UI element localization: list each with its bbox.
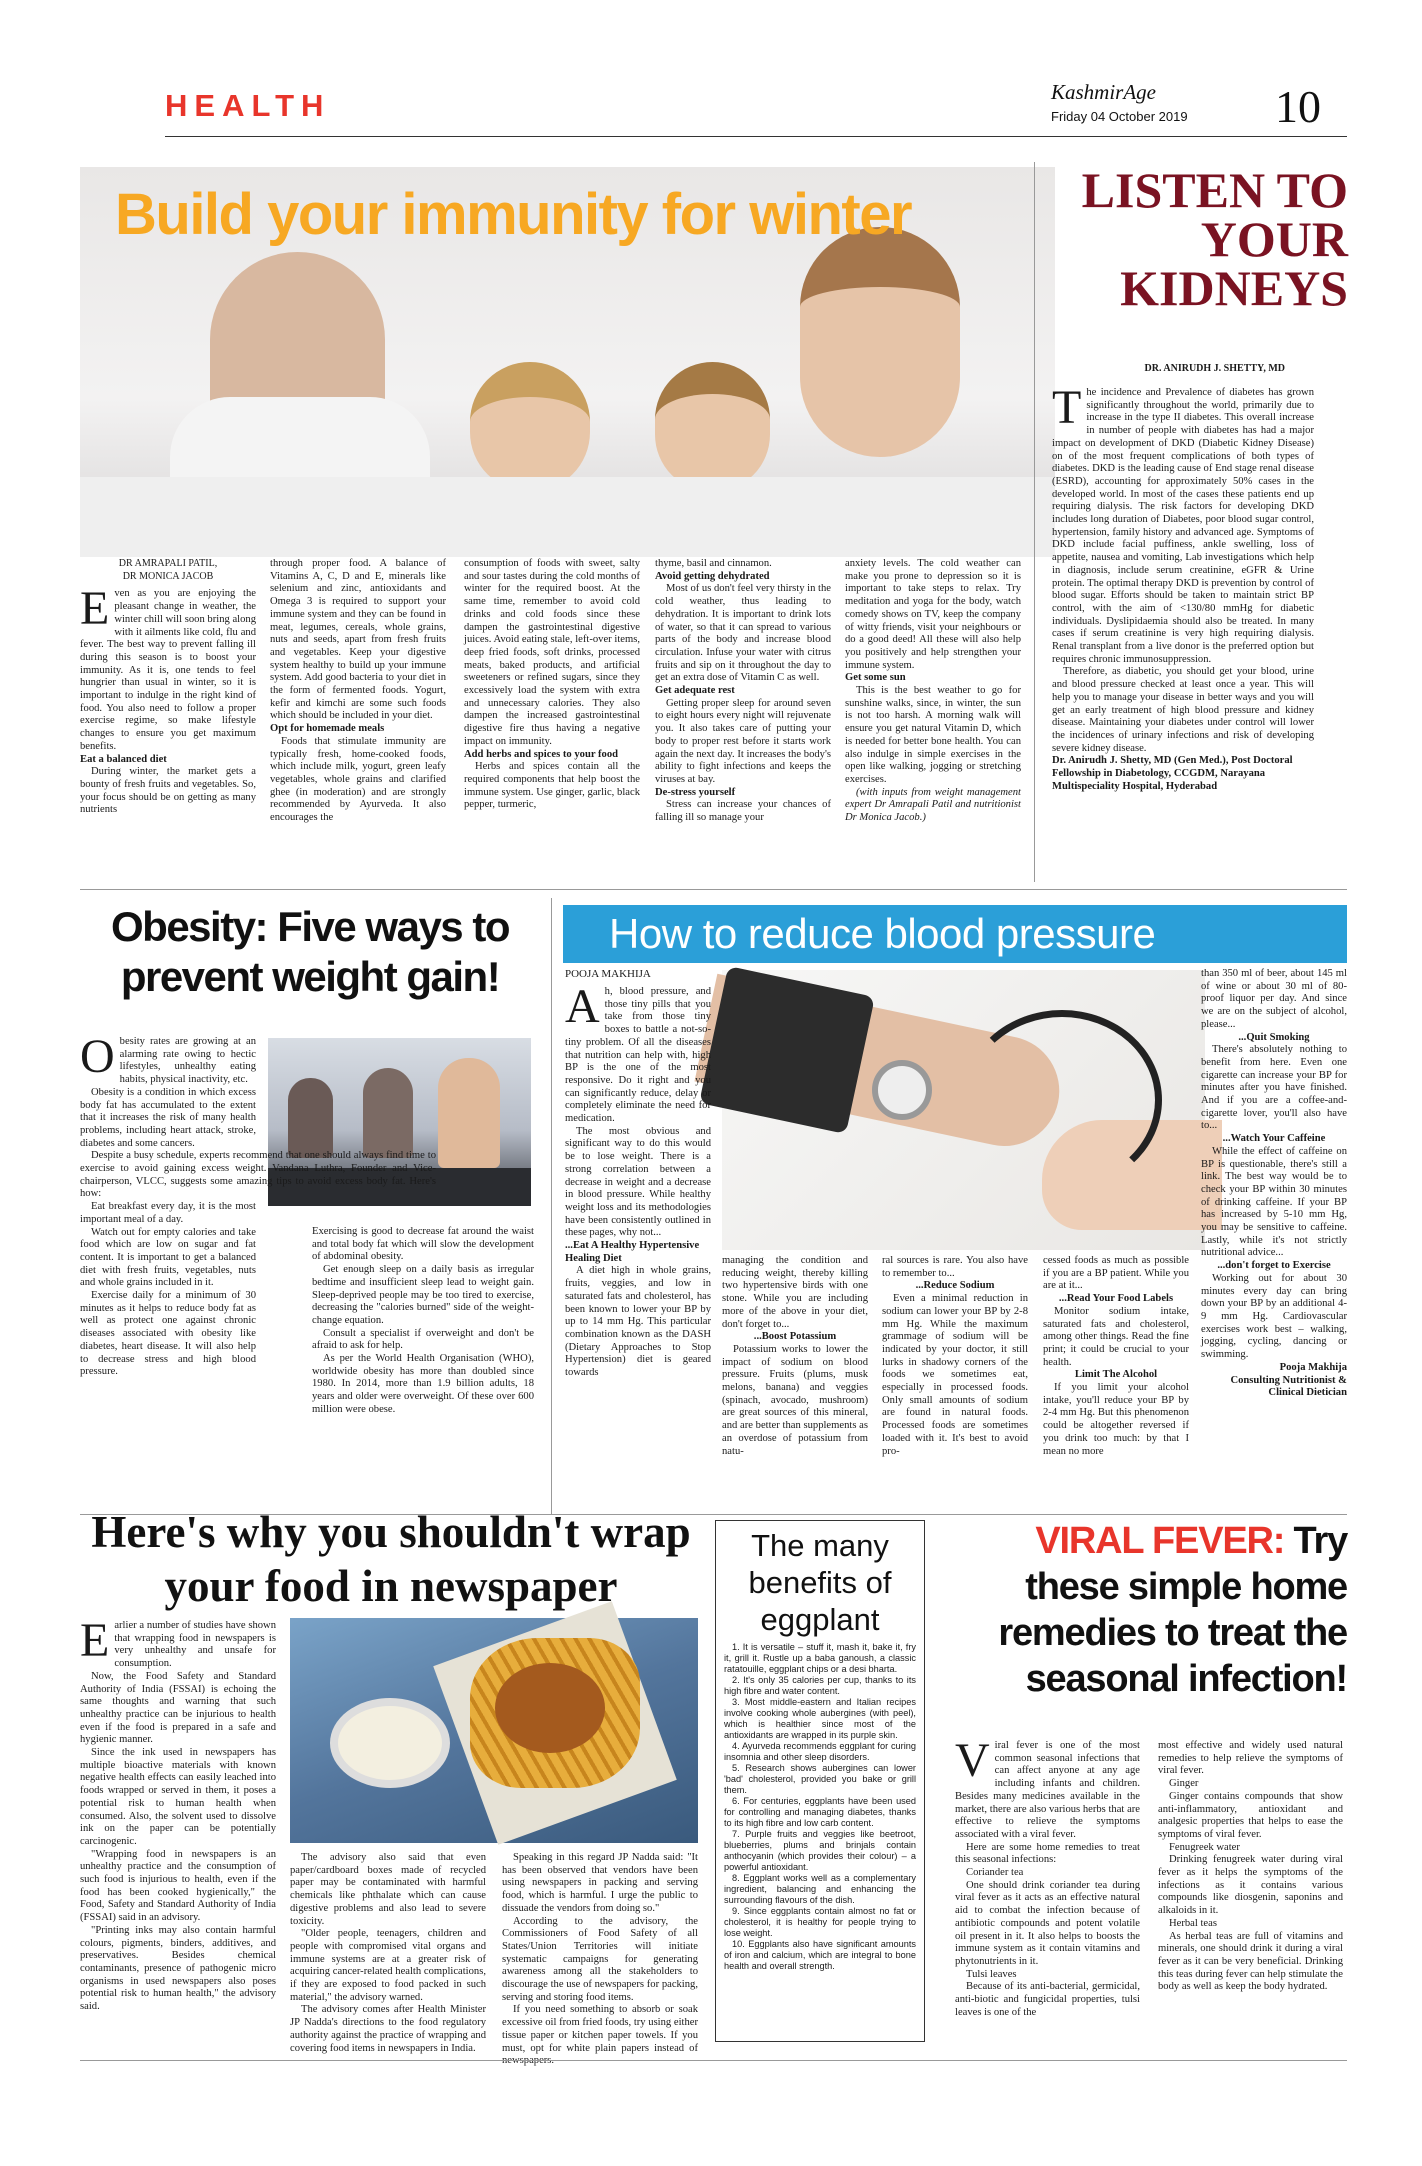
immunity-column-2: through proper food. A balance of Vitamins A, C, D and E, minerals like selenium and zinc, antioxidants and Omega 3 is required to support your immune system and they can be found in meat, legumes, cereals, whole grains, nuts and seeds, apart from fresh fruits and vegetables. Keep your digestive system healthy to build up your immune system. Add good bacteria to your diet in the form of fermented foods. Yogurt, kefir and kimchi are some such foods which should be included in your diet. Opt for homemade meals Foods that stimulate immunity are typically fresh, home-cooked foods, which include milk, yogurt, green leafy vegetables, whole grains and clarified ghee (in moderation) and are strongly recommended by Ayurveda. It also encourages the <box>270 558 446 824</box>
issue-date: Friday 04 October 2019 <box>1051 109 1188 124</box>
eggplant-list-item: 5. Research shows aubergines can lower 'bad' cholesterol, provided you bake or grill them. <box>724 1763 916 1795</box>
bed-blanket <box>80 477 1055 557</box>
immunity-column-4: thyme, basil and cinnamon. Avoid getting dehydrated Most of us don't feel very thirsty in the cold weather, thus leading to dehydration. It is important to drink lots of water, so that it can spread to various parts of the body and increase blood circulation. Infuse your water with citrus fruits and sip on it throughout the day to get an extra dose of Vitamin C as well. Get adequate rest Getting proper sleep for around seven to eight hours every night will rejuvenate you. It also takes care of putting your body to proper rest before it starts work again the next day. It increases the body's ability to fight infections and keeps the viruses at bay. De-stress yourself Stress can increase your chances of falling ill so manage your <box>655 558 831 824</box>
fried-chicken <box>495 1663 605 1753</box>
article-title-newspaper: Here's why you shouldn't wrap your food in newspaper <box>91 1507 691 1611</box>
eggplant-list-item: 1. It is versatile – stuff it, mash it, bake it, fry it, grill it. Rustle up a baba ganoush, a classic ratatouille, eggplant chips or a desi bharta. <box>724 1642 916 1674</box>
child2-figure <box>655 362 770 492</box>
article-title-eggplant: The many benefits of eggplant <box>748 1528 892 1637</box>
masthead-title: KashmirAge <box>1051 80 1156 104</box>
newspaper-column-3: Speaking in this regard JP Nadda said: "It has been observed that vendors have been using newspapers in packing and serving food, which is harmful. I urge the public to dissuade the vendors from doing so." According to the advisory, the Commissioners of Food Safety of all States/Union Territories will initiate systematic campaigns for generating awareness among all the stakeholders to discourage the use of newspapers for packing, serving and storing food items. If you need something to absorb or soak excessive oil from fried foods, try using either tissue paper or kitchen paper towels. If you must, opt for white plain papers instead of <box>502 1852 698 2054</box>
byline-bp: POOJA MAKHIJA <box>565 968 651 980</box>
article-title-kidneys: LISTEN TO YOUR KIDNEYS <box>1081 162 1348 316</box>
newspaper-column-2: The advisory also said that even paper/cardboard boxes made of recycled paper may be contaminated with harmful chemicals like phthalate which can cause digestive problems and also lead to severe toxicity. "Older people, teenagers, children and people with compromised vital organs and immune systems are at a greater risk of acquiring cancer-related health complications, if they are exposed to food packed in such material," the advisory warned. The advisory comes after Health Minister JP Nadda's directions to the food regulatory authority against the practice of wrapping and covering food items in newspapers in India. <box>290 1852 486 2054</box>
article-title-fever: VIRAL FEVER: Try these simple home remedies to treat the seasonal infection! <box>998 1520 1347 1700</box>
cyclist <box>363 1068 413 1158</box>
drop-cap: A <box>565 980 600 1033</box>
eggplant-list-item: 9. Since eggplants contain almost no fat or cholesterol, it is healthy for people trying to lose weight. <box>724 1906 916 1938</box>
byline-kidneys: DR. ANIRUDH J. SHETTY, MD <box>1144 363 1285 374</box>
byline: DR AMRAPALI PATIL, <box>118 558 218 569</box>
eggplant-list-item: 10. Eggplants also have significant amounts of iron and calcium, which are integral to bone health and overall strength. <box>724 1939 916 1971</box>
eggplant-list-item: 7. Purple fruits and veggies like beetroot, blueberries, plums and brinjals contain anthocyanin (which provides their colour) – a powerful antioxidant. <box>724 1829 916 1872</box>
header-rule <box>165 136 1347 137</box>
drop-cap: E <box>80 582 110 636</box>
stethoscope-tube <box>962 1010 1162 1190</box>
sauce-bowl <box>330 1698 450 1788</box>
mother-figure <box>800 227 960 457</box>
fever-column-1: Viral fever is one of the most common seasonal infections that can affect anyone at any age including infants and children. Besides many medicines available in the market, there are also various herbs that are effective to relieve the symptoms associated with a viral fever. Here are some home remedies to treat this seasonal infections: Coriander tea One should drink coriander tea during viral fever as it acts as an effective natural aid to combat the infection because of antibiotic compounds and potent volatile oil present in it. It also helps to boosts the immune system as it contain vitamins and phytonutrients in it. Tulsi leaves Because of its anti-bacterial, germicidal, anti-biotic and fungicidal properties, tulsi leaves is one of the <box>955 1734 1140 2018</box>
drop-cap: T <box>1052 381 1082 434</box>
immunity-column-1: DR AMRAPALI PATIL, DR MONICA JACOB Even as you are enjoying the pleasant change in weather, the winter chill will soon bring along with it ailments like cold, flu and fever. The best way to prevent falling ill during this season is to boost your immunity. As it is, one tends to feel hungrier than usual in winter, so it is important to indulge in the right kind of food. You also need to follow a proper exercise regime, so make lifestyle changes to ensure you get maximum benefits. Eat a balanced diet During winter, the market gets a bounty of fresh fruits and vegetables. So, your focus should be on getting as many nutrients <box>80 558 256 816</box>
kidneys-body: The incidence and Prevalence of diabetes has grown significantly throughout the world, primarily due to increase in the type II diabetes. This overall increase in number of people with diabetes has had a major impact on development of DKD (Diabetic Kidney Disease) on of the most frequent complications of both types of diabetes. DKD is the leading cause of End stage renal disease (ESRD), accounting for approximately 50% cases in the developed world. In most of the cases these patients end up requiring dialysis. The risk factors for developing DKD includes long duration of Diabetes, poor blood sugar control, hypertension, family history and advanced age. Symptoms of DKD include facial puffiness, ankle swelling, loss of appetite, nausea and vomiting, Lab investigations which help in diagnosis, include serum creatinine, eGFR & Urine protein. The optimal therapy DKD is prevention by control of blood sugar. Efforts should be taken to maintain strict BP control, with the aim of <130/80 mmHg for diabetic individuals. Dyslipidaemia should also be treated. In many cases if serum creatinine is very high requiring dialysis. Renal transplant from a live donor is the preferred option but requires chronic immunosuppression. Therefore, as diabetic, you should get your blood, urine and blood pressure checked at least once a year. This will help you to manage your disease in better ways and you will get an early treatment of high blood pressure and kidney disease. Maintaining your diabetes under control will lower the incidences of urinary infections and risk of developing severe kidney disease. Dr. Anirudh J. Shetty, MD (Gen Med.), Post Doctoral Fellowship in Diabetology, CCGDM, Narayana Multispeciality Hospital, Hyderabad <box>1052 381 1314 792</box>
cyclist <box>438 1058 500 1168</box>
eggplant-list-item: 3. Most middle-eastern and Italian recipes involve cooking whole aubergines (with peel), which is healthier since most of the antioxidants are wrapped in its purple skin. <box>724 1697 916 1740</box>
eggplant-box <box>715 1520 925 2042</box>
eggplant-list-item: 4. Ayurveda recommends eggplant for curing insomnia and other sleep disorders. <box>724 1741 916 1762</box>
obesity-column-1: Obesity rates are growing at an alarming rate owing to hectic lifestyles, unhealthy eating habits, physical inactivity, etc. Obesity is a condition in which excess body fat has accumulated to the extent that it increases the risk of many health problems, including heart attack, stroke, diabetes and some cancers. Despite a busy schedule, experts recommend that one should always find time to exercise to avoid gaining excess weight. Vandana Luthra, Founder and Vice-chairperson, VLCC, suggests some amazing tips to avoid excess body fat. Here's how: Eat breakfast every day, it is the most important meal of a day. Watch out for empty calories and take food which are low on sugar and fat content. It is important to get a balanced diet with fresh fruits, vegetables, nuts and whole grains included in it. Exercise daily for a minimum of 30 minutes as it helps to reduce body fat as well as protect one against chronic diseases associated with obesity like diabetes, heart disease. It will also help to decrease stress and high blood pressure. <box>80 1030 436 1378</box>
gauge <box>872 1060 932 1120</box>
bp-cuff <box>699 966 875 1134</box>
author-credit: Dr. Anirudh J. Shetty, MD (Gen Med.), Post Doctoral Fellowship in Diabetology, CCGDM, Narayana Multispeciality Hospital, Hyderabad <box>1052 755 1293 792</box>
article-title-bp: How to reduce blood pressure <box>563 905 1347 963</box>
fried-food-photo <box>290 1618 698 1843</box>
fever-column-2: most effective and widely used natural remedies to help relieve the symptoms of viral fever. Ginger Ginger contains compounds that show anti-inflammatory, antioxidant and analgesic properties that helps to ease the symptoms of viral fever. Fenugreek water Drinking fenugreek water during viral fever as it helps the symptoms of the infections as it contains various compounds like diosgenin, saponins and alkaloids in it. Herbal teas As herbal teas are full of vitamins and minerals, one should drink it during a viral fever as it can be very beneficial. Drinking this teas during fever can help stimulate the body as well as keep the body hydrated. <box>1158 1740 1343 1993</box>
bp-column-1: Ah, blood pressure, and those tiny pills that you take from those tiny boxes to battle a not-so-tiny problem. Of all the diseases that nutrition can help with, high BP is the one of the most responsive. Do it right and you can significantly reduce, delay or completely eliminate the need for medication. The most obvious and significant way to do this would be to lose weight. There is a strong correlation between a decrease in weight and a decrease in blood pressure. While healthy weight loss and its methodologies have been consistently outlined in these pages, why not... ...Eat A Healthy Hypertensive Healing Diet A diet high in whole grains, fruits, veggies, and low in saturated fats and cholesterol, has been known to lower your BP by up to 14 mm Hg. This particular combination known as the DASH (Dietary Approaches to Stop Hypertension) diet is geared towards <box>565 980 711 1379</box>
eggplant-list-item: 8. Eggplant works well as a complementary ingredient, balancing and enhancing the surrounding flavours of the dish. <box>724 1873 916 1905</box>
family-sick-photo <box>80 167 1055 553</box>
bp-column-2: managing the condition and reducing weight, thereby killing two hypertensive birds with one stone. While you are including more of the above in your diet, don't forget to... ...Boost Potassium Potassium works to lower the impact of sodium on blood pressure. Fruits (plums, musk melons, banana) and veggies (spinach, avocado, mushroom) are great sources of this mineral, and are better than supplements as an overdose of potassium from natu- <box>722 1255 868 1457</box>
author-title: Consulting Nutritionist & Clinical Dietician <box>1230 1374 1347 1399</box>
footer-rule <box>80 2060 1347 2061</box>
drop-cap: O <box>80 1030 115 1083</box>
eggplant-benefits-list <box>724 1642 916 1972</box>
eggplant-list-item: 2. It's only 35 calories per cup, thanks to its high fibre and water content. <box>724 1675 916 1696</box>
article-title-obesity: Obesity: Five ways to prevent weight gain! <box>111 903 509 1000</box>
column-divider <box>1034 162 1035 882</box>
byline: DR MONICA JACOB <box>122 570 214 582</box>
eggplant-list-item: 6. For centuries, eggplants have been used for controlling and managing diabetes, thanks to its high fibre and low carb content. <box>724 1796 916 1828</box>
immunity-column-5: anxiety levels. The cold weather can make you prone to depression so it is important to take steps to relax. Try meditation and yoga for the body, watch comedy shows on TV, keep the company of witty friends, visit your neighbours or do a good deed! All these will also help you positively and help strengthen your immune system. Get some sun This is the best weather to go for sunshine walks, since, in winter, the sun is not too harsh. A morning walk will ensure you get natural Vitamin D, which is needed for better bone health. You can also indulge in simple exercises in the open like walking, jogging or stretching exercises. (with inputs from weight management expert Dr Amrapali Patil and nutritionist Dr Monica Jacob.) <box>845 558 1021 824</box>
page-number: 10 <box>1275 81 1321 132</box>
section-rule <box>80 889 1347 890</box>
newspaper-column-1: Earlier a number of studies have shown that wrapping food in newspapers is very unhealthy and unsafe for consumption. Now, the Food Safety and Standard Authority of India (FSSAI) is echoing the same thoughts and warning that such unhealthy practice can be injurious to health even if the food is prepared in a safe and hygienic manner. Since the ink used in newspapers has multiple bioactive materials with known negative health effects can easily leached into foods wrapped or served in them, it poses a potential risk to human health when consumed. Also, the solvent used to dissolve ink on the paper can be potentially carcinogenic. "Wrapping food in newspapers is an unhealthy practice and the consumption of such food is injurious to health, even if the food has been cooked hygienically," the Food, Safety and Standard Authority of India (FSSAI) said in an advisory. "Printing inks may also contain harmful colours, pigments, binders, additives, and preservatives. Besides chemical contaminants, presence of pathogenic micro organisms in used newspapers also poses potential risk to human health," the advisory said. <box>80 1614 276 2013</box>
bp-measurement-photo <box>722 970 1205 1250</box>
obesity-column-2: Exercising is good to decrease fat around the waist and total body fat which will slow the development of abdominal obesity. Get enough sleep on a daily basis as irregular bedtime and insufficient sleep lead to weight gain. Sleep-deprived people may be too tired to exercise, decreasing the "calories burned" side of the weight-change equation. Consult a specialist if overweight and don't be afraid to ask for help. As per the World Health Organisation (WHO), worldwide obesity has more than doubled since 1980. In 2014, more than 1.9 billion adults, 18 years and older were overweight. Of these over 600 million were obese. <box>312 1226 534 1415</box>
bp-column-3: ral sources is rare. You also have to remember to... ...Reduce Sodium Even a minimal reduction in sodium can lower your BP by 2-8 mm Hg. While the maximum grammage of sodium will be indicated by your doctor, it still lurks in shadowy corners of the foods we sometimes eat, especially in processed foods. Only small amounts of sodium are found in natural foods. Processed foods are sometimes loaded with it. It's best to avoid pro- <box>882 1255 1028 1457</box>
cyclist <box>288 1078 333 1158</box>
child1-figure <box>470 362 590 492</box>
column-divider <box>551 898 552 1515</box>
masthead-logo <box>1047 80 1247 132</box>
drop-cap: V <box>955 1734 990 1787</box>
article-title-immunity: Build your immunity for winter <box>115 182 912 247</box>
author-credit: Pooja Makhija <box>1279 1361 1347 1373</box>
bp-column-4: cessed foods as much as possible if you are a BP patient. While you are at it... ...Read Your Food Labels Monitor sodium intake, saturated fats and cholesterol, among other things. Read the fine print; it could be crucial to your health. Limit The Alcohol If you limit your alcohol intake, you'll reduce your BP by 2-4 mm Hg. But this phenomenon could be altogether reversed if you drink too much: by that I mean no more <box>1043 1255 1189 1457</box>
bp-column-5: than 350 ml of beer, about 145 ml of wine or about 30 ml of 80-proof liquor per day. And since we are on the subject of alcohol, please... ...Quit Smoking There's absolutely nothing to benefit from here. Even one cigarette can increase your BP for minutes after you have finished. And if you are a coffee-and-cigarette lover, you'll also have to... ...Watch Your Caffeine While the effect of caffeine on BP is questionable, there's still a link. The best way would be to check your BP within 30 minutes of drinking caffeine. If your BP has increased by 5-10 mm Hg, you may be sensitive to caffeine. Lastly, while it's not strictly nutritional advice... ...don't forget to Exercise Working out for about 30 minutes every day can bring down your BP by an additional 4-9 mm Hg. Cardiovascular exercises work best – walking, jogging, cycling, dancing or swimming. Pooja Makhija Consulting Nutritionist & Clinical Dietician <box>1201 968 1347 1399</box>
section-label: HEALTH <box>165 88 331 123</box>
immunity-column-3: consumption of foods with sweet, salty and sour tastes during the cold months of winter for the required boost. At the same time, remember to avoid cold drinks and cold foods since these dampen the gastrointestinal digestive juices. Avoid eating stale, left-over items, deep fried foods, soft drinks, processed meats, baked products, and artificial sweeteners or refined sugars, since they excessively load the system with extra and unnecessary calories. They also dampen the increased gastrointestinal digestive fire thus having a negative impact on immunity. Add herbs and spices to your food Herbs and spices contain all the required components that help boost the immune system. Use ginger, garlic, black pepper, turmeric, <box>464 558 640 811</box>
drop-cap: E <box>80 1614 110 1667</box>
